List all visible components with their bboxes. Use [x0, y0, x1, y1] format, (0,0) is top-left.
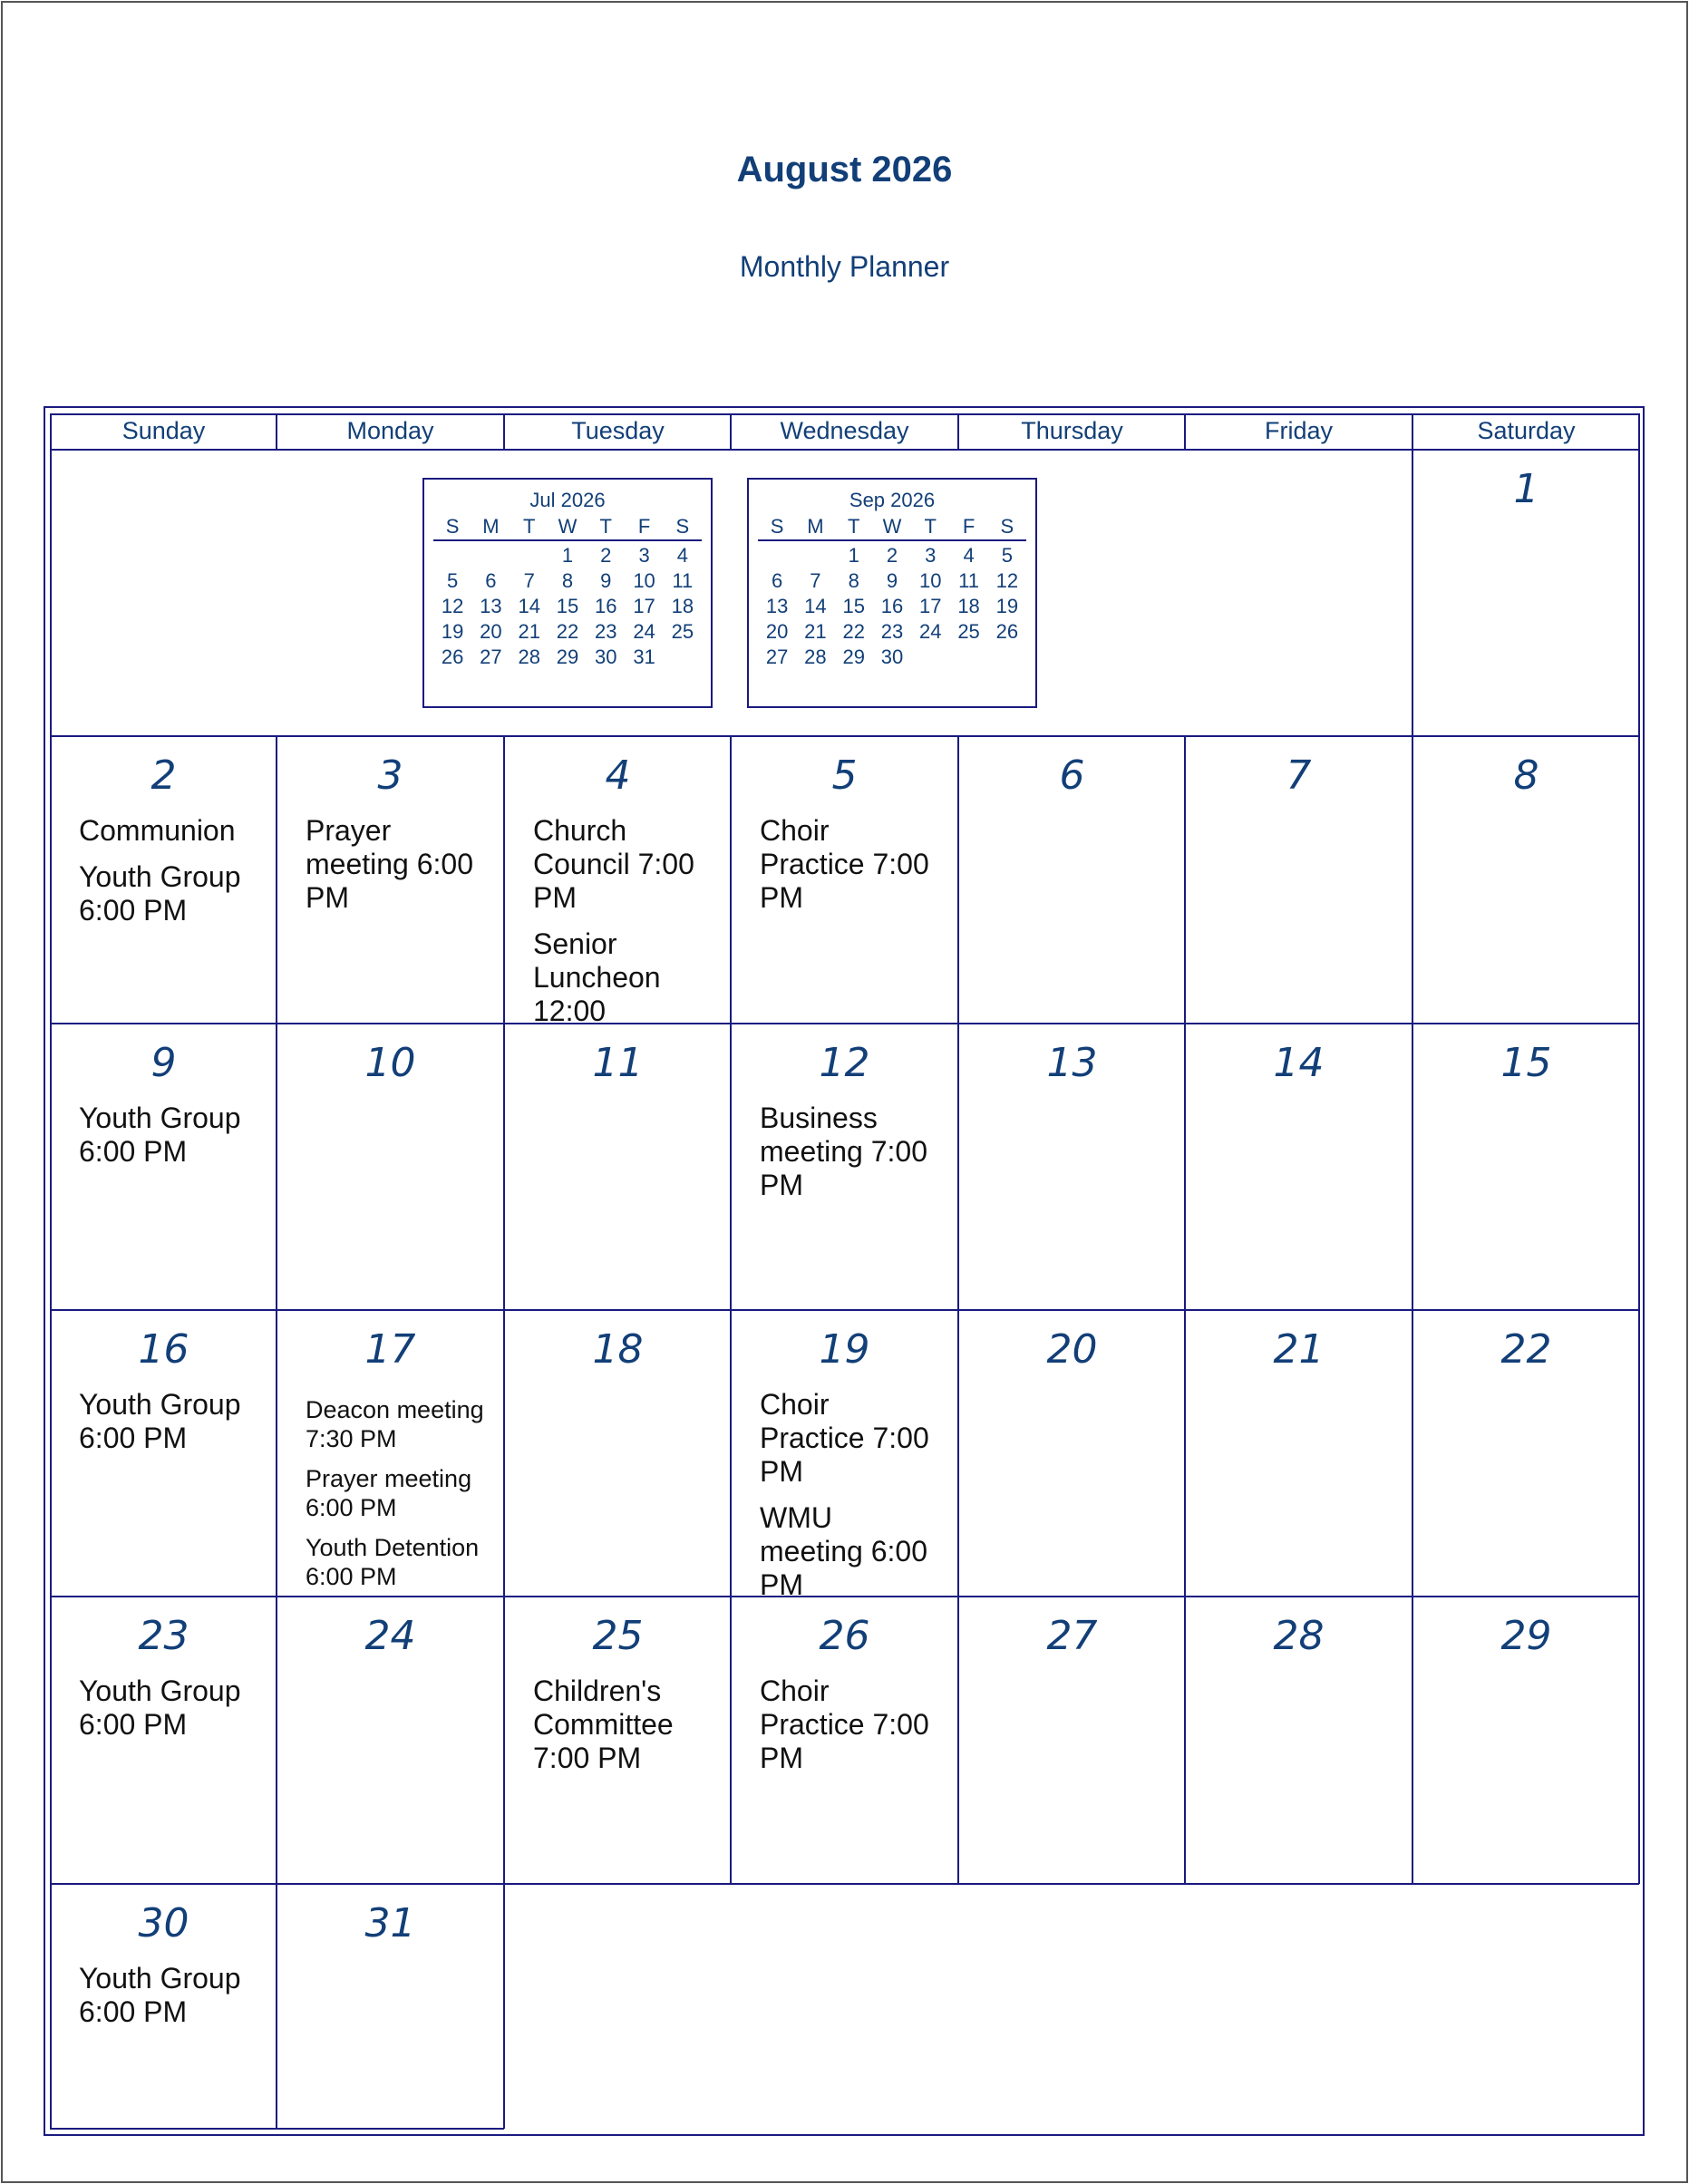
mini-day: 12 [995, 569, 1019, 592]
mini-day: 16 [880, 595, 904, 617]
event-item[interactable]: Youth Group 6:00 PM [79, 1388, 241, 1454]
mini-day [796, 543, 834, 568]
mini-day: 25 [671, 620, 694, 643]
mini-day: 9 [600, 569, 612, 592]
day-number: 2 [150, 752, 177, 799]
mini-day: 3 [925, 544, 937, 567]
week-bottom-line [50, 2128, 504, 2130]
day-events [306, 1395, 487, 1602]
mini-day: 2 [886, 544, 898, 567]
event-item[interactable]: Prayer meeting 6:00 PM [306, 1465, 472, 1521]
day-events [79, 1674, 260, 1754]
mini-weekday-letter: M [482, 515, 500, 538]
mini-day: 10 [919, 569, 942, 592]
event-item[interactable]: Youth Group 6:00 PM [79, 1102, 241, 1168]
day-number: 3 [377, 752, 403, 799]
mini-day: 23 [595, 620, 617, 643]
day-number: 18 [592, 1326, 644, 1373]
week-top-line [50, 1883, 1639, 1885]
mini-day [510, 543, 548, 568]
mini-day: 28 [518, 645, 540, 668]
mini-day: 6 [772, 569, 783, 592]
mini-day: 27 [480, 645, 502, 668]
mini-weekday-letter: F [637, 515, 651, 538]
mini-day [471, 543, 510, 568]
event-item[interactable]: Youth Group 6:00 PM [79, 1962, 241, 2028]
day-number: 26 [819, 1613, 870, 1659]
mini-day: 30 [595, 645, 617, 668]
weekday-sunday: Sunday [121, 417, 206, 444]
week-top-line [50, 735, 1639, 737]
mini-day: 18 [957, 595, 980, 617]
mini-weekday-letter: T [599, 515, 612, 538]
mini-day: 13 [765, 595, 789, 617]
mini-calendar-weekdays [758, 514, 1026, 541]
day-number: 23 [138, 1613, 189, 1659]
mini-day: 27 [765, 645, 789, 668]
day-number: 14 [1273, 1040, 1325, 1086]
page-title: August 2026 [736, 150, 953, 189]
day-events [760, 814, 941, 927]
weekday-friday: Friday [1264, 417, 1333, 444]
mini-day: 26 [995, 620, 1019, 643]
mini-day: 3 [638, 544, 650, 567]
event-item[interactable]: Choir Practice 7:00 PM [760, 1388, 929, 1488]
day-events [760, 1388, 941, 1615]
mini-day: 7 [810, 569, 821, 592]
mini-weekday-letter: W [882, 515, 902, 538]
day-number: 31 [364, 1900, 416, 1946]
mini-day: 23 [880, 620, 904, 643]
day-events [79, 1102, 260, 1181]
event-item[interactable]: Prayer meeting 6:00 PM [306, 814, 474, 914]
week-top-line [50, 1023, 1639, 1024]
mini-day: 9 [886, 569, 898, 592]
mini-weekday-letter: T [924, 515, 937, 538]
mini-weekday-letter: S [1000, 515, 1014, 538]
event-item[interactable]: Deacon meeting 7:30 PM [306, 1396, 484, 1452]
mini-day [949, 645, 987, 670]
mini-day: 8 [848, 569, 859, 592]
weekday-monday: Monday [346, 417, 434, 444]
weekday-tuesday: Tuesday [571, 417, 665, 444]
mini-day: 12 [441, 595, 464, 617]
day-number: 9 [150, 1040, 177, 1086]
day-events [533, 814, 714, 1041]
mini-calendar-title: Sep 2026 [849, 489, 936, 511]
mini-day: 15 [842, 595, 865, 617]
day-number: 6 [1059, 752, 1085, 799]
day-number: 19 [819, 1326, 870, 1373]
mini-day [988, 645, 1026, 670]
event-item[interactable]: WMU meeting 6:00 PM [760, 1501, 928, 1601]
day-events [533, 1674, 714, 1788]
mini-day: 11 [672, 569, 694, 592]
mini-day: 24 [919, 620, 942, 643]
weekday-thursday: Thursday [1021, 417, 1123, 444]
weekday-wednesday: Wednesday [780, 417, 909, 444]
day-number: 22 [1500, 1326, 1552, 1373]
mini-day: 1 [848, 544, 859, 567]
mini-day: 6 [485, 569, 497, 592]
event-item[interactable]: Children's Committee 7:00 PM [533, 1674, 674, 1774]
mini-day: 25 [957, 620, 980, 643]
mini-day: 29 [842, 645, 865, 668]
mini-calendar-days [758, 543, 1026, 670]
day-number: 8 [1513, 752, 1539, 799]
mini-day: 31 [633, 645, 655, 668]
mini-day: 18 [671, 595, 694, 617]
day-number: 21 [1273, 1326, 1325, 1373]
mini-day: 19 [441, 620, 464, 643]
event-item[interactable]: Youth Group 6:00 PM [79, 860, 241, 927]
mini-day: 28 [804, 645, 827, 668]
event-item[interactable]: Communion [79, 814, 236, 847]
event-item[interactable]: Youth Detention 6:00 PM [306, 1534, 480, 1590]
mini-day: 29 [556, 645, 579, 668]
mini-day: 22 [556, 620, 579, 643]
mini-weekday-letter: W [558, 515, 578, 538]
day-number: 11 [592, 1040, 644, 1086]
mini-day: 14 [518, 595, 540, 617]
mini-weekday-letter: S [675, 515, 690, 538]
day-events [79, 1388, 260, 1468]
day-number: 7 [1286, 752, 1312, 799]
day-number: 27 [1046, 1613, 1098, 1659]
day-number: 17 [364, 1326, 416, 1373]
mini-day: 22 [842, 620, 865, 643]
mini-calendar-title: Jul 2026 [529, 489, 606, 511]
mini-day [664, 645, 702, 670]
mini-day: 17 [633, 595, 655, 617]
mini-weekday-letter: F [962, 515, 976, 538]
day-number: 28 [1273, 1613, 1325, 1659]
mini-day: 24 [633, 620, 655, 643]
mini-day: 5 [447, 569, 459, 592]
mini-day: 11 [958, 569, 979, 592]
day-events [79, 1962, 260, 2042]
mini-day: 7 [523, 569, 535, 592]
day-number: 29 [1500, 1613, 1552, 1659]
mini-day: 1 [561, 544, 574, 567]
day-events [760, 1102, 941, 1215]
mini-day: 16 [595, 595, 617, 617]
mini-day: 4 [676, 544, 688, 567]
week-left-line [50, 450, 52, 736]
mini-day: 17 [919, 595, 942, 617]
weekday-saturday: Saturday [1477, 417, 1576, 444]
day-number: 12 [819, 1040, 870, 1086]
day-number: 16 [138, 1326, 189, 1373]
mini-day [433, 543, 471, 568]
day-number: 25 [592, 1613, 644, 1659]
day-number: 30 [138, 1900, 189, 1946]
mini-day: 5 [1001, 544, 1013, 567]
mini-calendar-days [433, 543, 702, 670]
mini-day: 21 [518, 620, 540, 643]
event-item[interactable]: Business meeting 7:00 PM [760, 1102, 928, 1201]
mini-day: 14 [804, 595, 827, 617]
event-item[interactable]: Choir Practice 7:00 PM [760, 1674, 929, 1774]
week-top-line [50, 1309, 1639, 1311]
mini-calendar-prev [422, 478, 713, 708]
event-item[interactable]: Choir Practice 7:00 PM [760, 814, 929, 914]
day-events [79, 814, 260, 940]
event-item[interactable]: Youth Group 6:00 PM [79, 1674, 241, 1741]
mini-weekday-letter: T [847, 515, 860, 538]
event-item[interactable]: Senior Luncheon 12:00 [533, 927, 661, 1027]
mini-day: 19 [995, 595, 1019, 617]
day-events [306, 814, 487, 927]
mini-day: 30 [880, 645, 904, 668]
mini-calendar-next [747, 478, 1037, 708]
mini-day: 4 [963, 544, 975, 567]
mini-weekday-letter: S [445, 515, 460, 538]
mini-day: 20 [765, 620, 789, 643]
mini-day [758, 543, 796, 568]
mini-day: 15 [556, 595, 579, 617]
mini-weekday-letter: M [807, 515, 824, 538]
day-number: 24 [364, 1613, 416, 1659]
day-number: 5 [831, 752, 858, 799]
day-number: 20 [1046, 1326, 1098, 1373]
mini-day: 10 [633, 569, 655, 592]
day-events [760, 1674, 941, 1788]
day-number: 4 [605, 752, 631, 799]
day-number: 10 [364, 1040, 416, 1086]
mini-weekday-letter: T [522, 515, 536, 538]
day-number: 15 [1500, 1040, 1552, 1086]
day-number: 13 [1046, 1040, 1098, 1086]
mini-day: 2 [600, 544, 612, 567]
day-number: 1 [1513, 466, 1539, 512]
mini-weekday-letter: S [770, 515, 784, 538]
mini-day: 13 [480, 595, 502, 617]
mini-day [911, 645, 949, 670]
mini-calendar-weekdays [433, 514, 702, 541]
mini-day: 8 [561, 569, 574, 592]
event-item[interactable]: Church Council 7:00 PM [533, 814, 694, 914]
mini-day: 26 [441, 645, 464, 668]
page-subtitle: Monthly Planner [739, 250, 950, 283]
mini-day: 20 [480, 620, 502, 643]
mini-day: 21 [804, 620, 827, 643]
